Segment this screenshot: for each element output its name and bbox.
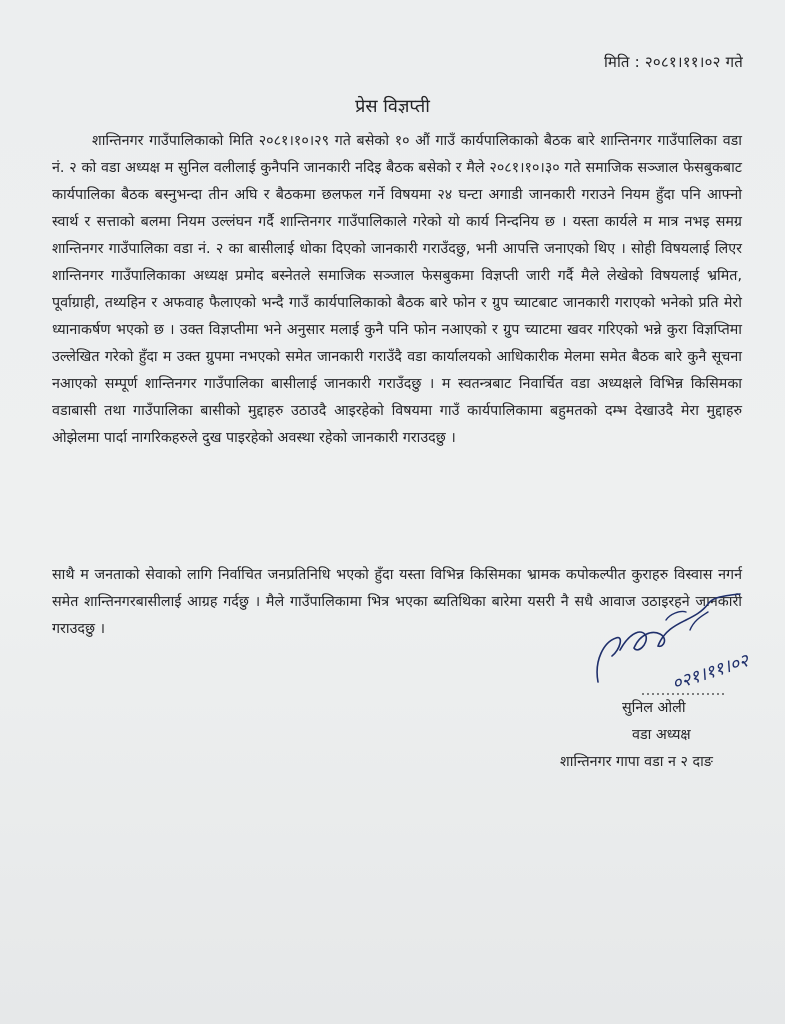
paragraph-closing: साथै म जनताको सेवाको लागि निर्वाचित जनप्रतिनिधि भएको हुँदा यस्ता विभिन्न किसिमका भ्रामक कपोकल्पीत कुराहरु विस्वास नगर्न समेत शान्तिनगरबासीलाई आग्रह गर्दछु । मैले गाउँपालिकामा भित्र भएका ब्यतिथिका बारेमा यसरी नै सधै आवाज उठाइरहने जानकारी गराउदछु । [52, 567, 742, 637]
signature-date: ०२१।११।०२ [669, 650, 752, 695]
handwritten-signature [590, 590, 770, 700]
paragraph-main: शान्तिनगर गाउँपालिकाको मिति २०८१।१०।२९ गते बसेको १० औं गाउँ कार्यपालिकाको बैठक बारे शान्तिनगर गाउँपालिका वडा नं. २ को वडा अध्यक्ष म सुनिल वलीलाई कुनैपनि जानकारी नदिइ बैठक बसेको र मैले २०८१।१०।३० गते समाजिक सञ्जाल फेसबुकबाट कार्यपालिका बैठक बस्नुभन्दा तीन अघि र बैठकमा छलफल गर्ने विषयमा २४ घन्टा अगाडी जानकारी गराउने नियम हुँदा पनि आफ्नो स्वार्थ र सत्ताको बलमा नियम उल्लंघन गर्दै शान्तिनगर गाउँपालिकाले गरेको यो कार्य निन्दनिय छ । यस्ता कार्यले म मात्र नभइ समग्र शान्तिनगर गाउँपालिका वडा नं. २ का बासीलाई धोका दिएको जानकारी गराउँदछु, भनी आपत्ति जनाएको थिए । सोही विषयलाई लिएर शान्तिनगर गाउँपालिकाका अध्यक्ष प्रमोद बस्नेतले समाजिक सञ्जाल फेसबुकमा विज्ञप्ती जारी गर्दै मैले लेखेको विषयलाई भ्रमित, पूर्वाग्राही, तथ्यहिन र अफवाह फैलाएको भन्दै गाउँ कार्यपालिकाको बैठक बारे फोन र ग्रुप च्याटबाट जानकारी गराएको भनेको प्रति मेरो ध्यानाकर्षण भएको छ । उक्त विज्ञप्तीमा भने अनुसार मलाई कुनै पनि फोन नआएको र ग्रुप च्याटमा खवर गरिएको भन्ने कुरा विज्ञप्तिमा उल्लेखित गरेको हुँदा म उक्त ग्रुपमा नभएको समेत जानकारी गराउँदै वडा कार्यालयको आधिकारीक मेलमा समेत बैठक बारे कुनै सूचना नआएको सम्पूर्ण शान्तिनगर गाउँपालिका बासीलाई जानकारी गराउँदछु । म स्वतन्त्रबाट निवार्चित वडा अध्यक्षले विभिन्न किसिमका वडाबासी तथा गाउँपालिका बासीको मुद्दाहरु उठाउदै आइरहेको विषयमा गाउँ कार्यपालिकामा बहुमतको दम्भ देखाउदै मेरा मुद्दाहरु ओझेलमा पार्दा नागरिकहरुले दुख पाइरहेको अवस्था रहेको जानकारी गराउदछु । [52, 133, 742, 446]
signatory-position: वडा अध्यक्ष [632, 727, 691, 743]
date-line: मिति : २०८१।११।०२ गते [603, 53, 743, 71]
signatory-block [560, 695, 713, 776]
signatory-office: शान्तिनगर गापा वडा न २ दाङ [560, 754, 713, 770]
document-title: प्रेस विज्ञप्ती [355, 96, 430, 117]
signatory-name: सुनिल ओली [622, 700, 686, 716]
